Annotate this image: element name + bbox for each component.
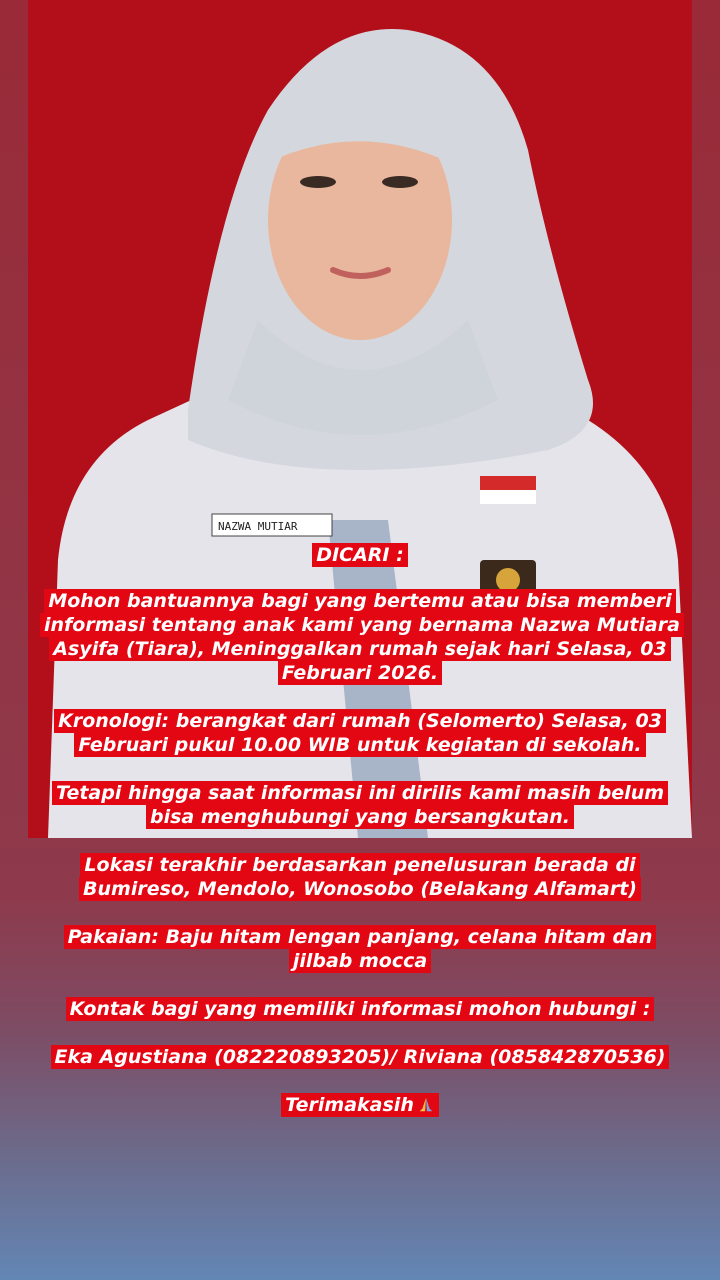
paragraph-status bbox=[40, 781, 680, 829]
closing-line bbox=[281, 1093, 439, 1117]
paragraph-contact-intro bbox=[40, 997, 680, 1021]
poster-text bbox=[0, 543, 720, 1117]
praying-hands-icon bbox=[417, 1096, 435, 1114]
paragraph-intro bbox=[40, 589, 680, 685]
paragraph-text: Kronologi: berangkat dari rumah (Selomerto) Selasa, 03 Februari pukul 10.00 WIB untuk kegiatan di sekolah. bbox=[54, 709, 666, 757]
paragraph-clothing bbox=[40, 925, 680, 973]
paragraph-text: Mohon bantuannya bagi yang bertemu atau bisa memberi informasi tentang anak kami yang bernama Nazwa Mutiara Asyifa (Tiara), Meninggalkan rumah sejak hari Selasa, 03 Februari 2026. bbox=[40, 589, 684, 685]
paragraph-text: Kontak bagi yang memiliki informasi mohon hubungi : bbox=[66, 997, 655, 1021]
paragraph-text: Pakaian: Baju hitam lengan panjang, celana hitam dan jilbab mocca bbox=[64, 925, 657, 973]
closing-text: Terimakasih bbox=[285, 1094, 414, 1116]
name-tag-text: NAZWA MUTIAR bbox=[218, 520, 298, 533]
closing-wrap bbox=[40, 1093, 680, 1117]
paragraph-contacts bbox=[40, 1045, 680, 1069]
paragraph-chronology bbox=[40, 709, 680, 757]
paragraph-text: Lokasi terakhir berdasarkan penelusuran berada di Bumireso, Mendolo, Wonosobo (Belakang Alfamart) bbox=[79, 853, 641, 901]
poster-title-wrap bbox=[40, 543, 680, 567]
paragraph-location bbox=[40, 853, 680, 901]
paragraph-text: Eka Agustiana (082220893205)/ Riviana (085842870536) bbox=[51, 1045, 670, 1069]
poster-title: DICARI : bbox=[312, 543, 407, 567]
paragraph-text: Tetapi hingga saat informasi ini dirilis kami masih belum bisa menghubungi yang bersangkutan. bbox=[52, 781, 668, 829]
